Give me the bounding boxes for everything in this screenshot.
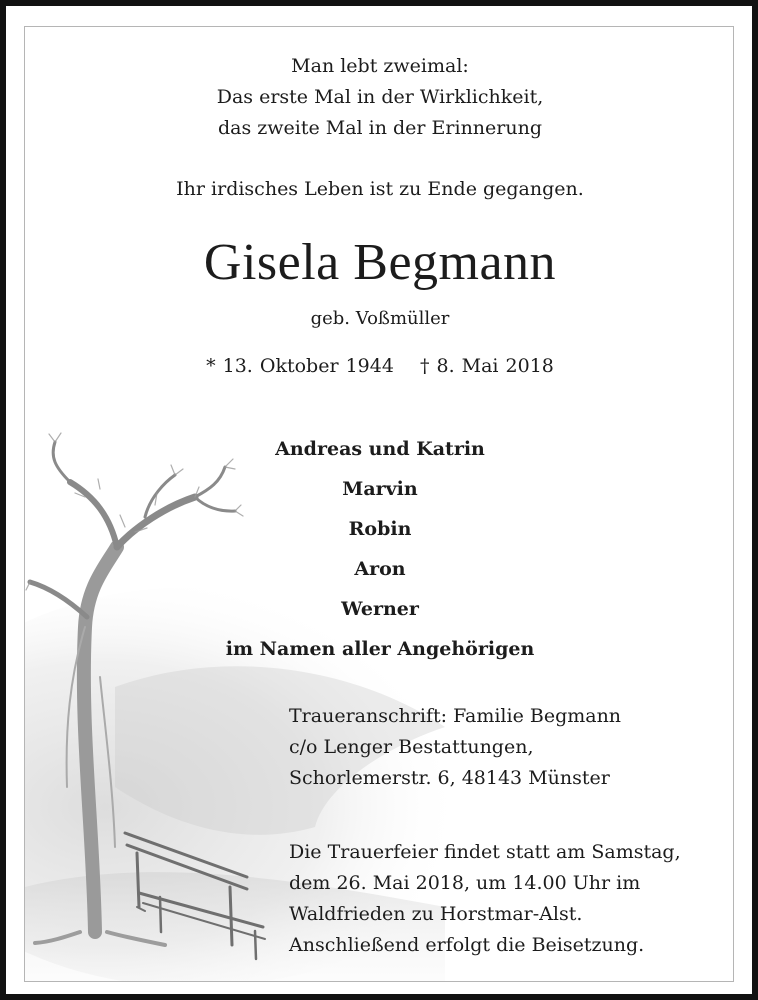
address-line: Schorlemerstr. 6, 48143 Münster bbox=[289, 767, 610, 789]
ceremony-line: Anschließend erfolgt die Beisetzung. bbox=[289, 934, 645, 956]
life-dates bbox=[25, 352, 734, 380]
obituary-inner-border bbox=[24, 26, 734, 982]
ceremony-line: Waldfrieden zu Horstmar-Alst. bbox=[289, 903, 583, 925]
funeral-ceremony-info bbox=[289, 837, 681, 961]
mourner-name: Andreas und Katrin bbox=[275, 438, 485, 460]
quote-line: Man lebt zweimal: bbox=[291, 55, 469, 77]
mourners-list bbox=[25, 429, 734, 669]
mourner-name: Robin bbox=[348, 518, 412, 540]
birth-date: * 13. Oktober 1944 bbox=[206, 355, 394, 377]
quote-line: das zweite Mal in der Erinnerung bbox=[217, 117, 543, 139]
mourner-name: Werner bbox=[341, 598, 419, 620]
ceremony-line: Die Trauerfeier findet statt am Samstag, bbox=[289, 841, 681, 863]
deceased-name: Gisela Begmann bbox=[203, 234, 557, 291]
mourning-address bbox=[289, 701, 621, 794]
maiden-name: geb. Voßmüller bbox=[310, 308, 450, 329]
memorial-quote bbox=[25, 51, 734, 144]
address-line: Traueranschrift: Familie Begmann bbox=[289, 705, 622, 727]
mourner-name: Marvin bbox=[342, 478, 418, 500]
ceremony-line: dem 26. Mai 2018, um 14.00 Uhr im bbox=[289, 872, 641, 894]
mourner-name: im Namen aller Angehörigen bbox=[225, 638, 535, 660]
death-date: † 8. Mai 2018 bbox=[419, 355, 554, 377]
quote-line: Das erste Mal in der Wirklichkeit, bbox=[216, 86, 544, 108]
mourner-name: Aron bbox=[354, 558, 406, 580]
lead-text: Ihr irdisches Leben ist zu Ende gegangen. bbox=[176, 178, 584, 200]
address-line: c/o Lenger Bestattungen, bbox=[289, 736, 534, 758]
